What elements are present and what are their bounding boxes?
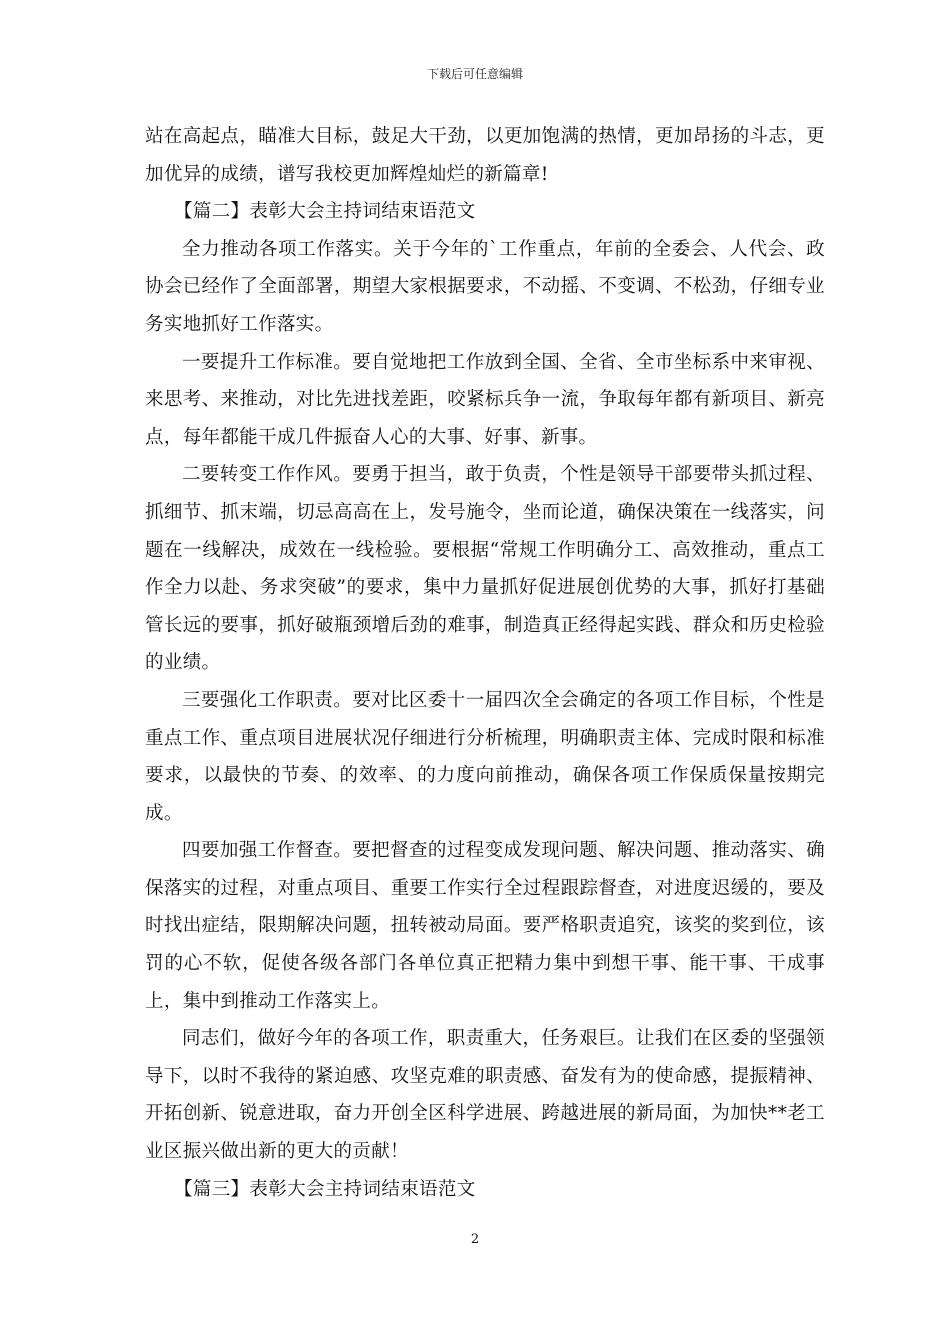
paragraph: 同志们，做好今年的各项工作，职责重大，任务艰巨。让我们在区委的坚强领导下，以时不我待的紧迫感、攻坚克难的职责感、奋发有为的使命感，提振精神、开拓创新、锐意进取，奋力开创全区科学进展、跨越进展的新局面，为加快**老工业区振兴做出新的更大的贡献！	[145, 1028, 825, 1163]
paragraph: 三要强化工作职责。要对比区委十一届四次全会确定的各项工作目标，个性是重点工作、重点项目进展状况仔细进行分析梳理，明确职责主体、完成时限和标准要求，以最快的节奏、的效率、的力度向前推动，确保各项工作保质保量按期完成。	[145, 689, 825, 824]
page-number: 2	[470, 1232, 480, 1247]
document-body	[145, 118, 825, 1208]
paragraph-continuation: 站在高起点，瞄准大目标，鼓足大干劲，以更加饱满的热情，更加昂扬的斗志，更加优异的成绩，谱写我校更加辉煌灿烂的新篇章!	[145, 126, 825, 185]
paragraph: 二要转变工作作风。要勇于担当，敢于负责，个性是领导干部要带头抓过程、抓细节、抓末端，切忌高高在上，发号施令，坐而论道，确保决策在一线落实，问题在一线解决，成效在一线检验。要根据“常规工作明确分工、高效推动，重点工作全力以赴、务求突破”的要求，集中力量抓好促进展创优势的大事，抓好打基础管长远的要事，抓好破瓶颈增后劲的难事，制造真正经得起实践、群众和历史检验的业绩。	[145, 464, 825, 674]
paragraph: 四要加强工作督查。要把督查的过程变成发现问题、解决问题、推动落实、确保落实的过程，对重点项目、重要工作实行全过程跟踪督查，对进度迟缓的，要及时找出症结，限期解决问题，扭转被动局面。要严格职责追究，该奖的奖到位，该罚的心不软，促使各级各部门各单位真正把精力集中到想干事、能干事、干成事上，集中到推动工作落实上。	[145, 840, 825, 1012]
section-heading-2: 【篇二】表彰大会主持词结束语范文	[174, 201, 476, 223]
paragraph: 一要提升工作标准。要自觉地把工作放到全国、全省、全市坐标系中来审视、来思考、来推动，对比先进找差距，咬紧标兵争一流，争取每年都有新项目、新亮点，每年都能干成几件振奋人心的大事、好事、新事。	[145, 351, 825, 448]
paragraph: 全力推动各项工作落实。关于今年的`工作重点，年前的全委会、人代会、政协会已经作了全面部署，期望大家根据要求，不动摇、不变调、不松劲，仔细专业务实地抓好工作落实。	[145, 238, 825, 335]
page-header: 下载后可任意编辑	[426, 67, 523, 81]
section-heading-3: 【篇三】表彰大会主持词结束语范文	[174, 1178, 476, 1200]
